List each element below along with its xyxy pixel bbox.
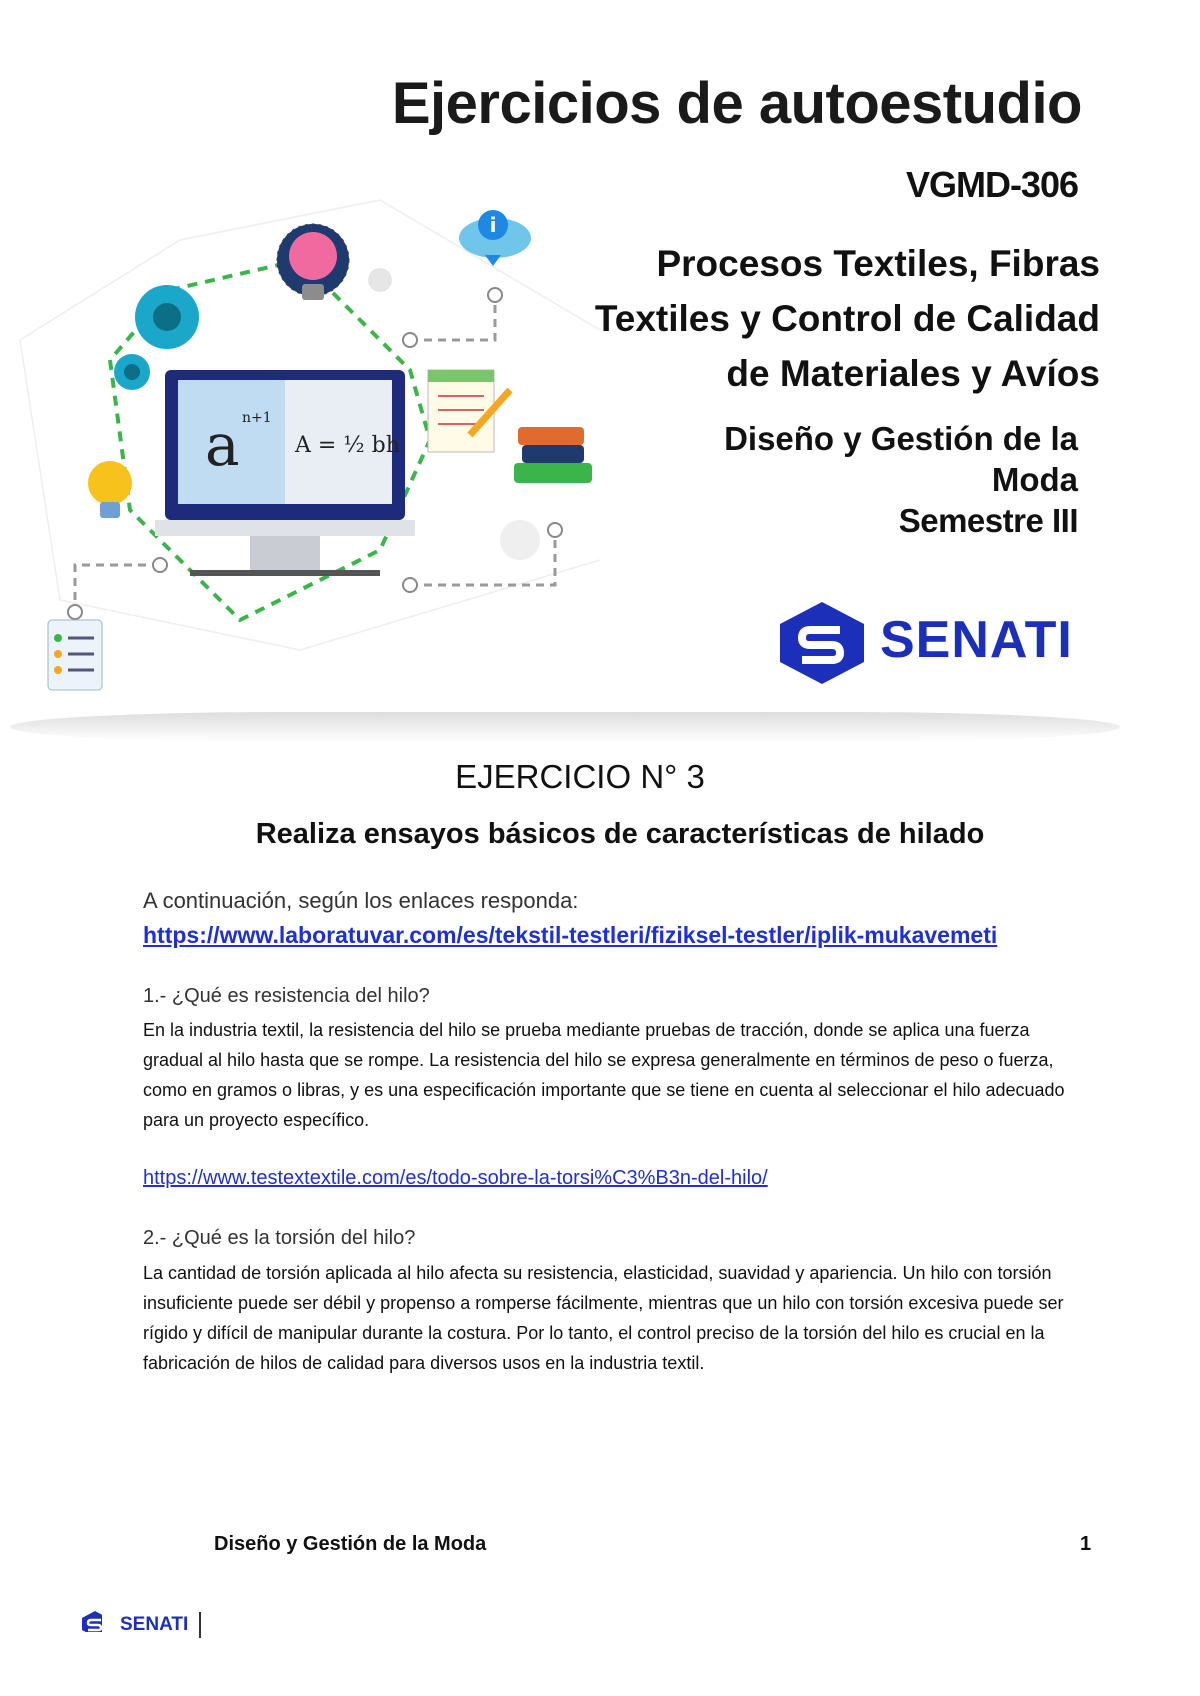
career-name: Diseño y Gestión de la Moda (724, 420, 1078, 498)
question-2: 2.- ¿Qué es la torsión del hilo? (143, 1227, 416, 1249)
reference-link-2[interactable]: https://www.testextextile.com/es/todo-sobre-la-torsi%C3%B3n-del-hilo/ (143, 1167, 768, 1189)
brain-bulb-icon (277, 224, 349, 300)
page-title: Ejercicios de autoestudio (391, 71, 1082, 136)
svg-text:n+1: n+1 (242, 410, 272, 426)
info-cloud-icon (459, 210, 531, 266)
node (403, 333, 417, 347)
question-1: 1.- ¿Qué es resistencia del hilo? (143, 985, 430, 1007)
senati-logo-text: SENATI (880, 611, 1073, 669)
course-code: VGMD-306 (905, 164, 1078, 205)
node (488, 288, 502, 302)
senati-logo-icon (776, 600, 868, 686)
formula-area: A = ½ bh (295, 433, 400, 458)
answer-2: La cantidad de torsión aplicada al hilo afecta su resistencia, elasticidad, suavidad y apariencia. Un hilo con torsión insuficiente puede ser débil y propenso a romperse fácilmente, mientras que un hilo con torsión excesiva puede ser rígido y difícil de manipular durante la costura. Por lo tanto, el control preciso de la torsión del hilo es crucial en la fabricación de hilos de calidad para diversos usos en la industria textil. (143, 1263, 1064, 1373)
deco-dot (368, 268, 392, 292)
page-number: 1 (1080, 1533, 1092, 1555)
svg-text:i: i (489, 213, 497, 237)
footer-logo-text: SENATI (120, 1614, 189, 1635)
course-name: Procesos Textiles, Fibras Textiles y Control de Calidad de Materiales y Avíos (594, 243, 1100, 394)
exercise-subtitle: Realiza ensayos básicos de características de hilado (255, 818, 985, 850)
node (68, 605, 82, 619)
reference-link-1[interactable]: https://www.laboratuvar.com/es/tekstil-testleri/fiziksel-testler/iplik-mukavemeti (143, 922, 998, 948)
books-icon (514, 427, 592, 483)
notepad-icon (428, 370, 510, 452)
education-illustration (0, 180, 620, 700)
connector (75, 565, 160, 610)
footer-divider (199, 1612, 201, 1638)
node (403, 578, 417, 592)
checklist-icon (48, 620, 102, 690)
semester: Semestre III (898, 502, 1078, 539)
intro-text: A continuación, según los enlaces responda: (143, 888, 579, 913)
deco-dot (500, 520, 540, 560)
node (548, 523, 562, 537)
footer-text: Diseño y Gestión de la Moda (214, 1533, 487, 1555)
exercise-title: EJERCICIO N° 3 (455, 758, 705, 795)
connector (410, 300, 495, 340)
footer-logo-icon (80, 1610, 102, 1632)
monitor-icon (155, 370, 415, 576)
cover-shadow (10, 712, 1120, 742)
answer-1: En la industria textil, la resistencia del hilo se prueba mediante pruebas de tracción, donde se aplica una fuerza gradual al hilo hasta que se rompe. La resistencia del hilo se expresa generalmente en términos de peso o fuerza, como en gramos o libras, y es una especificación importante que se tiene en cuenta al seleccionar el hilo adecuado para un proyecto específico. (143, 1020, 1065, 1130)
formula-exponent: a (205, 411, 240, 479)
node (153, 558, 167, 572)
lightbulb-icon (88, 461, 132, 518)
